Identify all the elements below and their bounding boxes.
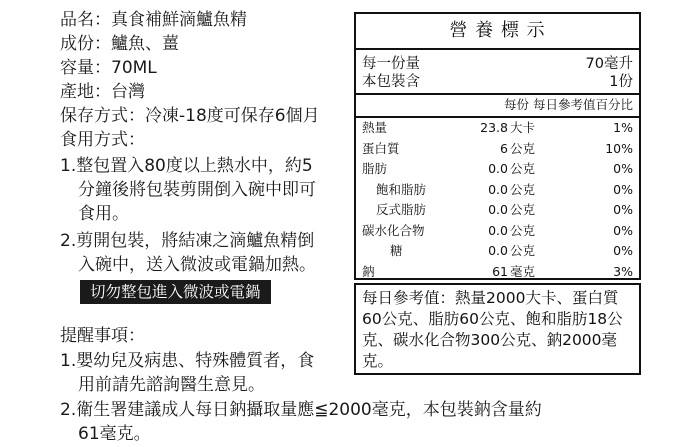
nutrient-amount: 0.0 (488, 202, 508, 217)
nutrient-daily-percent: 0% (613, 222, 633, 238)
nutrient-amount: 0.0 (488, 181, 508, 197)
nutrient-name: 飽和脂肪 (376, 181, 427, 197)
column-header: 每份 每日參考值百分比 (504, 97, 633, 112)
divider (356, 48, 639, 50)
nutrient-amount: 6 (500, 140, 508, 156)
nutrient-amount: 0.0 (488, 161, 508, 176)
nutrient-daily-percent: 3% (613, 263, 633, 279)
divider (356, 93, 639, 95)
nutrient-amount: 23.8 (480, 120, 508, 135)
origin: 產地：台灣 (60, 82, 145, 102)
usage-step-2-line1: 2.剪開包裝，將結凍之滴鱸魚精倒 (60, 231, 315, 251)
reminder-1-line1: 1.嬰幼兒及病患、特殊體質者，食 (60, 351, 315, 371)
usage-step-1-line2: 分鐘後將包裝剪開倒入碗中即可 (78, 180, 316, 200)
reminder-title: 提醒事項： (60, 326, 145, 346)
nutrient-unit: 毫克 (510, 263, 536, 279)
divider (356, 116, 639, 118)
nutrient-unit: 公克 (510, 243, 536, 258)
ingredients: 成份：鱸魚、薑 (60, 34, 179, 54)
nutrient-amount: 0.0 (488, 243, 508, 258)
nutrition-title: 營 養 標 示 (449, 20, 546, 41)
servings-per-pack-label: 本包裝含 (362, 74, 420, 90)
serving-size-value: 70毫升 (585, 56, 633, 72)
nutrient-daily-percent: 0% (613, 202, 633, 217)
daily-reference-text: 每日參考值：熱量2000大卡、蛋白質60公克、脂肪60公克、飽和脂肪18公克、碳水化合物300公克、鈉2000毫克。 (362, 289, 623, 370)
nutrition-facts-table (354, 12, 641, 280)
product-name: 品名：真食補鮮滴鱸魚精 (60, 10, 247, 30)
daily-reference-box (354, 283, 641, 375)
serving-size-label: 每一份量 (362, 56, 420, 72)
storage-method: 保存方式：冷凍-18度可保存6個月 (60, 106, 320, 126)
nutrient-name: 蛋白質 (362, 140, 400, 156)
usage-title: 食用方式： (60, 130, 145, 150)
nutrient-daily-percent: 0% (613, 243, 633, 258)
servings-per-pack-value: 1份 (609, 74, 633, 90)
nutrient-unit: 公克 (510, 140, 536, 156)
nutrient-unit: 公克 (510, 181, 536, 197)
nutrient-name: 鈉 (362, 263, 375, 279)
nutrient-amount: 61 (492, 263, 508, 279)
usage-step-1-line1: 1.整包置入80度以上熱水中，約5 (60, 156, 313, 176)
nutrient-unit: 大卡 (510, 120, 536, 135)
nutrient-unit: 公克 (510, 222, 536, 238)
nutrient-daily-percent: 10% (605, 140, 633, 156)
reminder-2-line1: 2.衛生署建議成人每日鈉攝取量應≦2000毫克，本包裝鈉含量約 (60, 400, 542, 420)
volume: 容量：70ML (60, 58, 157, 78)
nutrient-unit: 公克 (510, 202, 536, 217)
nutrient-daily-percent: 1% (613, 120, 633, 135)
nutrient-name: 反式脂肪 (376, 202, 427, 217)
nutrient-unit: 公克 (510, 161, 536, 176)
nutrient-name: 熱量 (362, 120, 388, 135)
nutrient-name: 碳水化合物 (362, 222, 425, 238)
usage-step-2-line2: 入碗中，送入微波或電鍋加熱。 (78, 255, 316, 275)
nutrient-daily-percent: 0% (613, 161, 633, 176)
nutrient-daily-percent: 0% (613, 181, 633, 197)
nutrient-amount: 0.0 (488, 222, 508, 238)
nutrient-name: 脂肪 (362, 161, 388, 176)
warning-banner: 切勿整包進入微波或電鍋 (80, 280, 271, 304)
reminder-1-line2: 用前請先諮詢醫生意見。 (78, 375, 265, 395)
reminder-2-line2: 61毫克。 (78, 424, 151, 444)
nutrient-name: 糖 (390, 243, 403, 258)
usage-step-1-line3: 食用。 (78, 204, 129, 224)
